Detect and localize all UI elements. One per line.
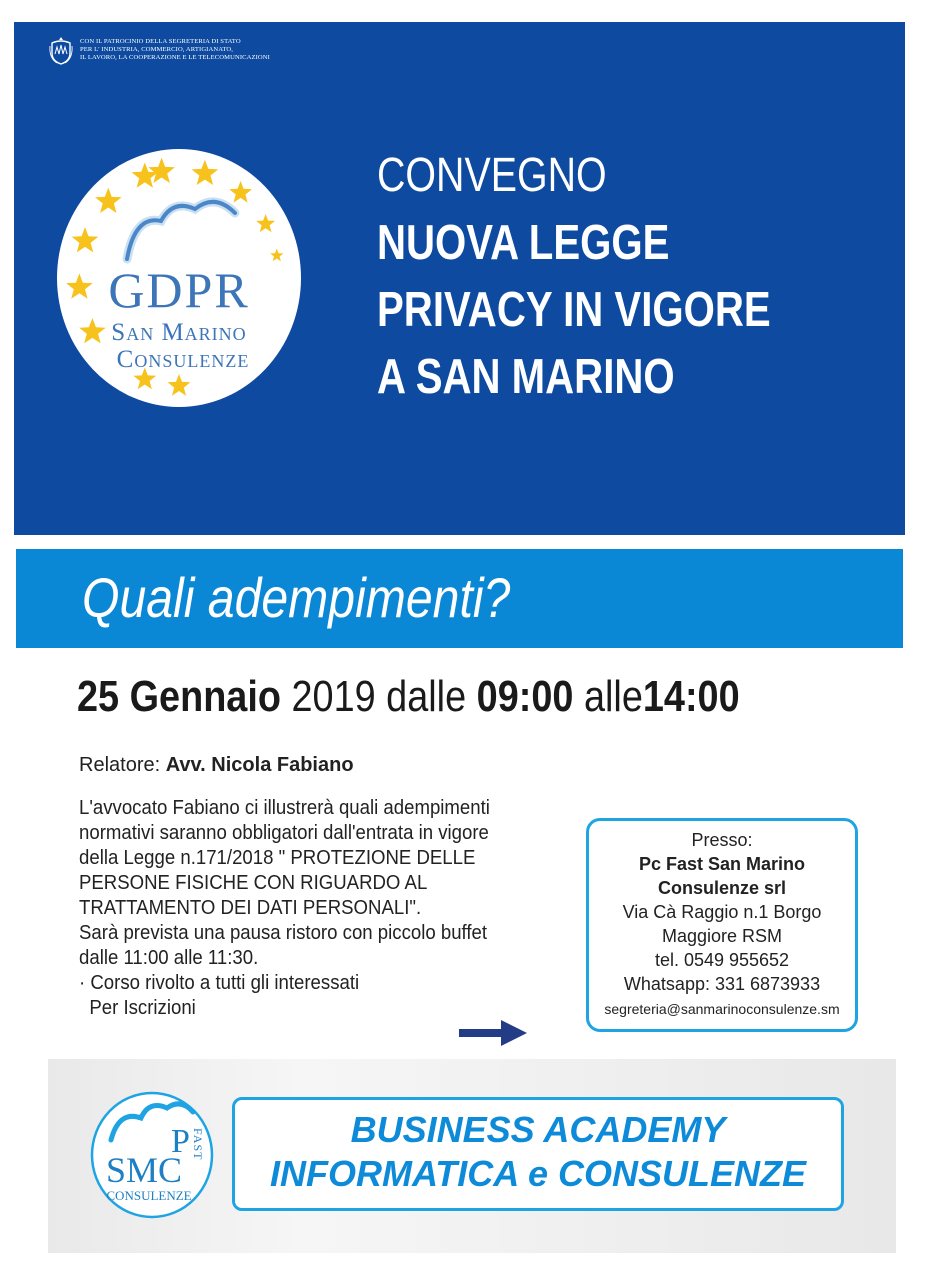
description-line: della Legge n.171/2018 " PROTEZIONE DELLE xyxy=(79,847,476,869)
smc-logo-fast: FAST xyxy=(191,1128,205,1161)
date-day: 25 Gennaio xyxy=(77,672,281,721)
arrow-right-icon xyxy=(459,1020,527,1046)
academy-line-1: BUSINESS ACADEMY xyxy=(350,1109,726,1150)
patronage-block xyxy=(48,34,270,66)
venue-box xyxy=(586,818,858,1032)
patronage-line-1: CON IL PATROCINIO DELLA SEGRETERIA DI STATO xyxy=(80,38,241,45)
venue-email: segreteria@sanmarinoconsulenze.sm xyxy=(604,1001,840,1017)
business-academy-box xyxy=(232,1097,844,1211)
description-line: TRATTAMENTO DEI DATI PERSONALI". xyxy=(79,897,422,919)
gdpr-logo-subtitle-2: Consulenze xyxy=(116,346,250,373)
description-line: L'avvocato Fabiano ci illustrerà quali adempimenti xyxy=(79,797,490,819)
date-year: 2019 dalle xyxy=(280,672,477,721)
title-line-1: CONVEGNO xyxy=(377,149,607,202)
title-line-2: NUOVA LEGGE xyxy=(377,216,670,270)
subtitle-text: Quali adempimenti? xyxy=(82,566,511,629)
gdpr-logo xyxy=(55,147,303,409)
smc-logo-p: P xyxy=(171,1123,190,1160)
patronage-line-3: IL LAVORO, LA COOPERAZIONE E LE TELECOMUNICAZIONI xyxy=(80,54,270,61)
title-line-3: PRIVACY IN VIGORE xyxy=(377,283,771,337)
gdpr-logo-subtitle-1: San Marino xyxy=(111,319,247,346)
speaker xyxy=(79,754,354,777)
san-marino-seal-icon xyxy=(48,34,74,66)
description-line: dalle 11:00 alle 11:30. xyxy=(79,947,259,969)
speaker-name: Avv. Nicola Fabiano xyxy=(165,754,354,776)
description-line: normativi saranno obbligatori dall'entrata in vigore xyxy=(79,822,489,844)
venue-label: Presso: xyxy=(691,830,753,850)
title-line-4: A SAN MARINO xyxy=(377,350,675,404)
description-line: Sarà prevista una pausa ristoro con piccolo buffet xyxy=(79,922,488,944)
patronage-line-2: PER L' INDUSTRIA, COMMERCIO, ARTIGIANATO, xyxy=(80,46,233,53)
venue-whatsapp: Whatsapp: 331 6873933 xyxy=(623,974,821,994)
gdpr-logo-title: GDPR xyxy=(108,262,250,318)
venue-phone: tel. 0549 955652 xyxy=(654,950,790,970)
smc-consulenze-logo xyxy=(89,1090,215,1220)
venue-company-2: Consulenze srl xyxy=(657,878,787,898)
date-start: 09:00 xyxy=(476,672,574,721)
date-to: alle xyxy=(573,672,643,721)
description-line: · Corso rivolto a tutti gli interessati xyxy=(79,972,360,994)
venue-address-2: Maggiore RSM xyxy=(661,926,783,946)
event-title xyxy=(377,142,857,411)
event-description xyxy=(79,796,516,1021)
speaker-label: Relatore: xyxy=(79,754,166,776)
date-end: 14:00 xyxy=(642,672,740,721)
subtitle-band xyxy=(16,549,903,648)
smc-logo-letters: SMC xyxy=(105,1150,183,1190)
event-date xyxy=(77,672,740,722)
smc-logo-consulenze: CONSULENZE xyxy=(106,1188,192,1203)
description-line: Per Iscrizioni xyxy=(79,997,196,1019)
venue-address-1: Via Cà Raggio n.1 Borgo xyxy=(622,902,822,922)
academy-line-2: INFORMATICA e CONSULENZE xyxy=(270,1153,806,1194)
description-line: PERSONE FISICHE CON RIGUARDO AL xyxy=(79,872,428,894)
venue-company-1: Pc Fast San Marino xyxy=(638,854,806,874)
